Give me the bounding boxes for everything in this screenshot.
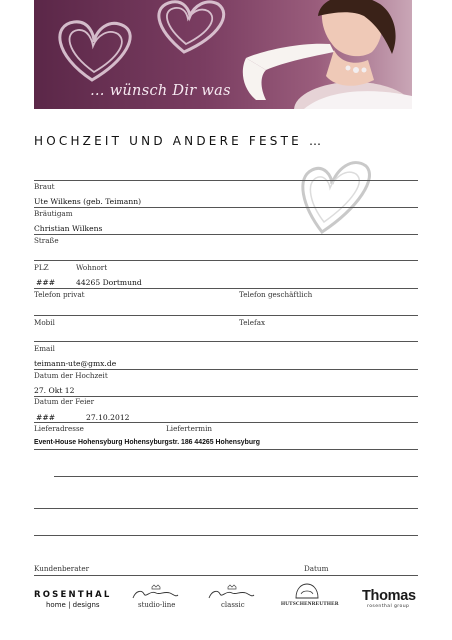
- rule-top: [34, 180, 418, 181]
- lieferadresse-value[interactable]: Event-House Hohensyburg Hohensyburgstr. 186 44265 Hohensyburg: [34, 439, 260, 446]
- rosenthal-classic-logo: [206, 584, 256, 602]
- rule-telefon: [34, 315, 418, 316]
- datum-hochzeit-label: Datum der Hochzeit: [34, 371, 108, 380]
- braeutigam-label: Bräutigam: [34, 209, 73, 218]
- email-value[interactable]: teimann-ute@gmx.de: [34, 359, 117, 368]
- header-banner: [34, 0, 412, 109]
- rule-lieferadresse-3: [34, 508, 418, 509]
- datum-feier-code[interactable]: ###: [36, 413, 56, 422]
- datum-hochzeit-value[interactable]: 27. Okt 12: [34, 386, 75, 395]
- plz-value[interactable]: ###: [36, 278, 56, 287]
- rule-braeutigam: [34, 234, 418, 235]
- studio-line-caption: studio-line: [138, 601, 176, 609]
- rule-plz: [34, 288, 418, 289]
- telefax-label: Telefax: [239, 318, 266, 327]
- rule-lieferadresse-4: [34, 535, 418, 536]
- braeutigam-value[interactable]: Christian Wilkens: [34, 224, 103, 233]
- rule-strasse: [34, 260, 418, 261]
- rule-lieferadresse: [34, 449, 418, 450]
- page-title: HOCHZEIT UND ANDERE FESTE …: [34, 134, 325, 148]
- datum-label: Datum: [304, 564, 329, 573]
- classic-caption: classic: [221, 601, 245, 609]
- woman-photo: [243, 0, 412, 109]
- telefon-geschaeftlich-label: Telefon geschäftlich: [239, 290, 313, 299]
- rule-kundenberater: [34, 575, 418, 576]
- thomas-rosenthal-group: rosenthal group: [367, 604, 410, 609]
- wohnort-label: Wohnort: [76, 263, 108, 272]
- braut-value[interactable]: Ute Wilkens (geb. Teimann): [34, 197, 142, 206]
- thomas-logo: Thomas: [362, 588, 416, 604]
- email-label: Email: [34, 344, 55, 353]
- mobil-label: Mobil: [34, 318, 55, 327]
- rule-lieferadresse-2: [54, 476, 418, 477]
- datum-feier-value[interactable]: 27.10.2012: [86, 413, 130, 422]
- hutschenreuther-emblem: [294, 582, 320, 600]
- rosenthal-home-designs: home | designs: [46, 601, 100, 609]
- plz-label: PLZ: [34, 263, 49, 272]
- rosenthal-studio-line-logo: [130, 584, 180, 602]
- telefon-privat-label: Telefon privat: [34, 290, 85, 299]
- heart-icon: [296, 150, 376, 240]
- rule-datum-feier: [34, 422, 418, 423]
- banner-slogan: … wünsch Dir was: [90, 83, 231, 99]
- liefertermin-label: Liefertermin: [166, 424, 212, 433]
- datum-feier-label: Datum der Feier: [34, 397, 95, 406]
- kundenberater-label: Kundenberater: [34, 564, 90, 573]
- rule-mobil: [34, 341, 418, 342]
- lieferadresse-label: Lieferadresse: [34, 424, 84, 433]
- wohnort-value[interactable]: 44265 Dortmund: [76, 278, 142, 287]
- hutschenreuther-logo: HUTSCHENREUTHER: [281, 601, 339, 607]
- rosenthal-logo: ROSENTHAL: [34, 590, 112, 600]
- strasse-label: Straße: [34, 236, 59, 245]
- rule-email: [34, 369, 418, 370]
- braut-label: Braut: [34, 182, 55, 191]
- rule-braut: [34, 207, 418, 208]
